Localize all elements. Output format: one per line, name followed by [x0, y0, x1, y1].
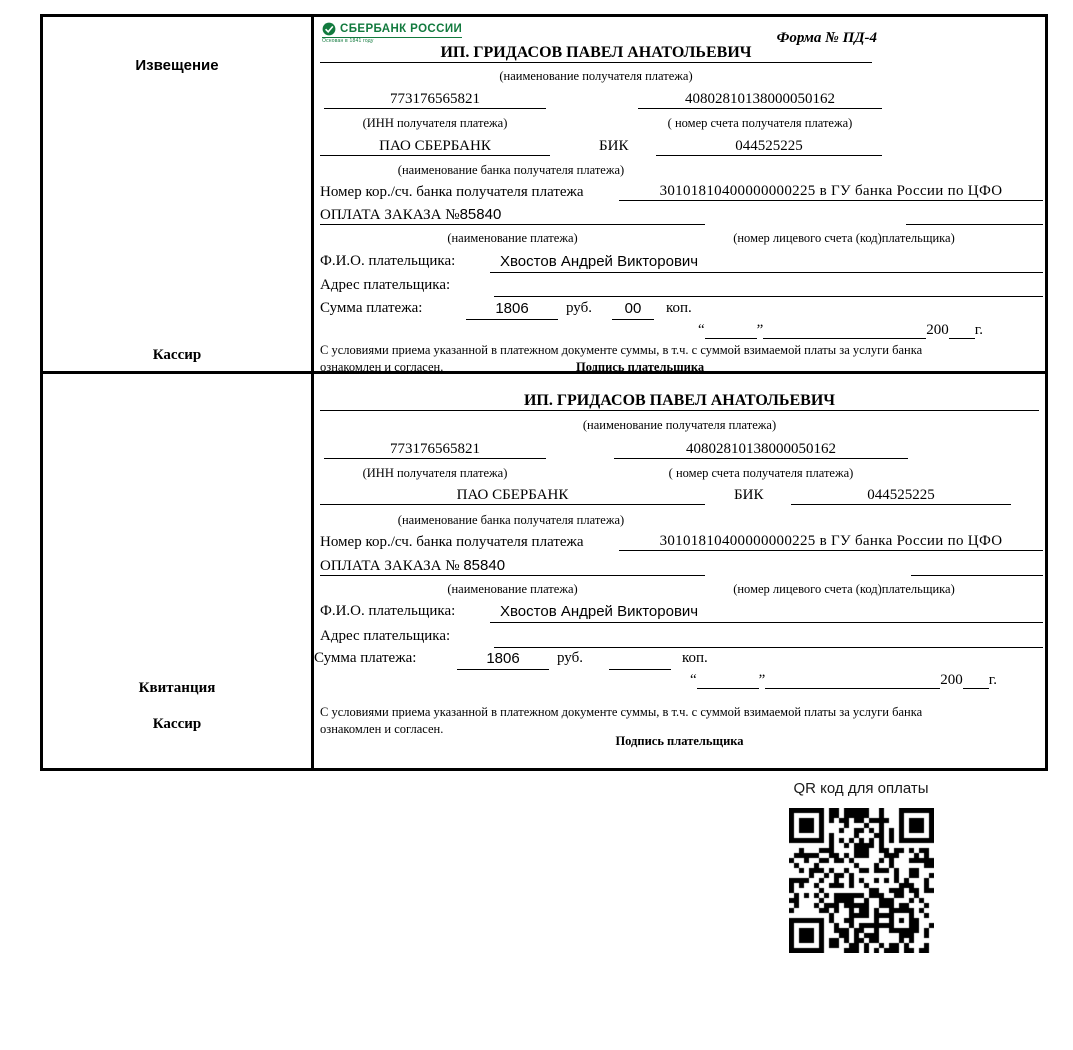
qr-code — [789, 808, 934, 953]
notice-stub-column — [43, 17, 314, 371]
payer-name-label: Ф.И.О. плательщика: — [320, 253, 456, 269]
bank-name-value: ПАО СБЕРБАНК — [320, 487, 705, 505]
rub-label: руб. — [557, 650, 583, 666]
date-year-suffix: г. — [974, 322, 983, 338]
qr-label: QR код для оплаты — [793, 780, 929, 797]
sum-kop-value: 00 — [612, 300, 654, 320]
kop-label: коп. — [682, 650, 708, 666]
corr-account-label: Номер кор./сч. банка получателя платежа — [320, 534, 584, 550]
sberbank-logo-text: СБЕРБАНК РОССИИ — [340, 23, 463, 35]
caption-inn: (ИНН получателя платежа) — [362, 116, 508, 130]
notice-content — [314, 17, 1045, 374]
date-year-suffix: г. — [988, 672, 997, 688]
date-close-quote: ” — [756, 322, 764, 338]
payee-name: ИП. ГРИДАСОВ ПАВЕЛ АНАТОЛЬЕВИЧ — [320, 44, 872, 63]
payee-inn-value: 773176565821 — [324, 91, 546, 109]
payer-address-label: Адрес плательщика: — [320, 628, 451, 644]
payment-name-value — [320, 557, 705, 576]
receipt-stub-column — [43, 374, 314, 768]
bik-label: БИК — [734, 487, 764, 503]
date-day-blank — [705, 323, 757, 339]
bik-value: 044525225 — [656, 138, 882, 156]
sberbank-logo-icon — [322, 22, 336, 36]
rub-label: руб. — [566, 300, 592, 316]
payee-name: ИП. ГРИДАСОВ ПАВЕЛ АНАТОЛЬЕВИЧ — [320, 392, 1039, 411]
receipt-content — [314, 374, 1045, 768]
sum-rub-value: 1806 — [457, 650, 549, 670]
sum-label: Сумма платежа: — [314, 650, 417, 666]
qr-payment-block — [786, 780, 936, 953]
date-year-blank — [963, 673, 989, 689]
bik-label: БИК — [599, 138, 629, 154]
payer-name-label: Ф.И.О. плательщика: — [320, 603, 456, 619]
receipt-cashier-label: Кассир — [152, 716, 202, 732]
bik-value: 044525225 — [791, 487, 1011, 505]
caption-payment-name: (наименование платежа) — [447, 582, 578, 596]
kop-label: коп. — [666, 300, 692, 316]
caption-payee-name: (наименование получателя платежа) — [582, 418, 777, 432]
caption-personal-account: (номер лицевого счета (код)плательщика) — [733, 582, 955, 596]
agreement-text-line2: ознакомлен и согласен. — [320, 360, 444, 374]
notice-cashier-label: Кассир — [152, 347, 202, 363]
payee-account-value: 40802810138000050162 — [638, 91, 882, 109]
payer-name-value: Хвостов Андрей Викторович — [490, 253, 1043, 273]
date-open-quote: “ — [689, 672, 697, 688]
payment-order-number: 85840 — [463, 557, 506, 574]
date-open-quote: “ — [697, 322, 705, 338]
date-day-blank — [697, 673, 759, 689]
payer-address-value — [494, 277, 1043, 297]
sum-rub-value: 1806 — [466, 300, 558, 320]
date-line — [698, 322, 983, 339]
payment-name-prefix: ОПЛАТА ЗАКАЗА № — [320, 207, 460, 223]
payment-name-value — [320, 206, 705, 225]
sum-kop-value — [609, 650, 671, 670]
personal-account-blank — [911, 557, 1043, 576]
receipt-section — [43, 374, 1045, 768]
date-year-blank — [949, 323, 975, 339]
personal-account-blank — [906, 206, 1043, 225]
payer-name-value: Хвостов Андрей Викторович — [490, 603, 1043, 623]
agreement-text-line1: С условиями приема указанной в платежном документе суммы, в т.ч. с суммой взимаемой платы за услуги банка — [320, 343, 923, 357]
caption-bank-name: (наименование банка получателя платежа) — [397, 513, 625, 527]
corr-account-value: 30101810400000000225 в ГУ банка России по ЦФО — [619, 533, 1043, 551]
receipt-stub-title: Квитанция — [138, 680, 216, 696]
caption-personal-account: (номер лицевого счета (код)плательщика) — [733, 231, 955, 245]
notice-stub-title: Извещение — [135, 57, 219, 74]
sberbank-logo — [322, 22, 462, 44]
date-line — [690, 672, 997, 689]
date-year-prefix: 200 — [940, 672, 963, 688]
sberbank-logo-tagline: Основан в 1841 году — [322, 38, 374, 44]
date-month-blank — [763, 323, 926, 339]
agreement-text-line2: ознакомлен и согласен. — [320, 722, 444, 736]
sum-label: Сумма платежа: — [320, 300, 423, 316]
date-month-blank — [765, 673, 940, 689]
payment-order-number: 85840 — [459, 206, 502, 223]
agreement-text-line1: С условиями приема указанной в платежном документе суммы, в т.ч. с суммой взимаемой платы за услуги банка — [320, 705, 923, 719]
payment-form-pd4 — [40, 14, 1048, 771]
caption-bank-name: (наименование банка получателя платежа) — [397, 163, 625, 177]
caption-account: ( номер счета получателя платежа) — [667, 116, 853, 130]
caption-inn: (ИНН получателя платежа) — [362, 466, 508, 480]
caption-payee-name: (наименование получателя платежа) — [499, 69, 693, 83]
payment-name-prefix: ОПЛАТА ЗАКАЗА № — [320, 558, 464, 574]
caption-account: ( номер счета получателя платежа) — [668, 466, 854, 480]
payee-account-value: 40802810138000050162 — [614, 441, 908, 459]
signature-label: Подпись плательщика — [576, 360, 705, 374]
form-number-label: Форма № ПД-4 — [776, 30, 877, 46]
corr-account-value: 30101810400000000225 в ГУ банка России по ЦФО — [619, 183, 1043, 201]
date-year-prefix: 200 — [926, 322, 949, 338]
signature-label: Подпись плательщика — [615, 734, 744, 748]
corr-account-label: Номер кор./сч. банка получателя платежа — [320, 184, 584, 200]
payer-address-label: Адрес плательщика: — [320, 277, 451, 293]
date-close-quote: ” — [758, 672, 766, 688]
caption-payment-name: (наименование платежа) — [447, 231, 578, 245]
bank-name-value: ПАО СБЕРБАНК — [320, 138, 550, 156]
payer-address-value — [494, 628, 1043, 648]
notice-section — [43, 17, 1045, 374]
payee-inn-value: 773176565821 — [324, 441, 546, 459]
